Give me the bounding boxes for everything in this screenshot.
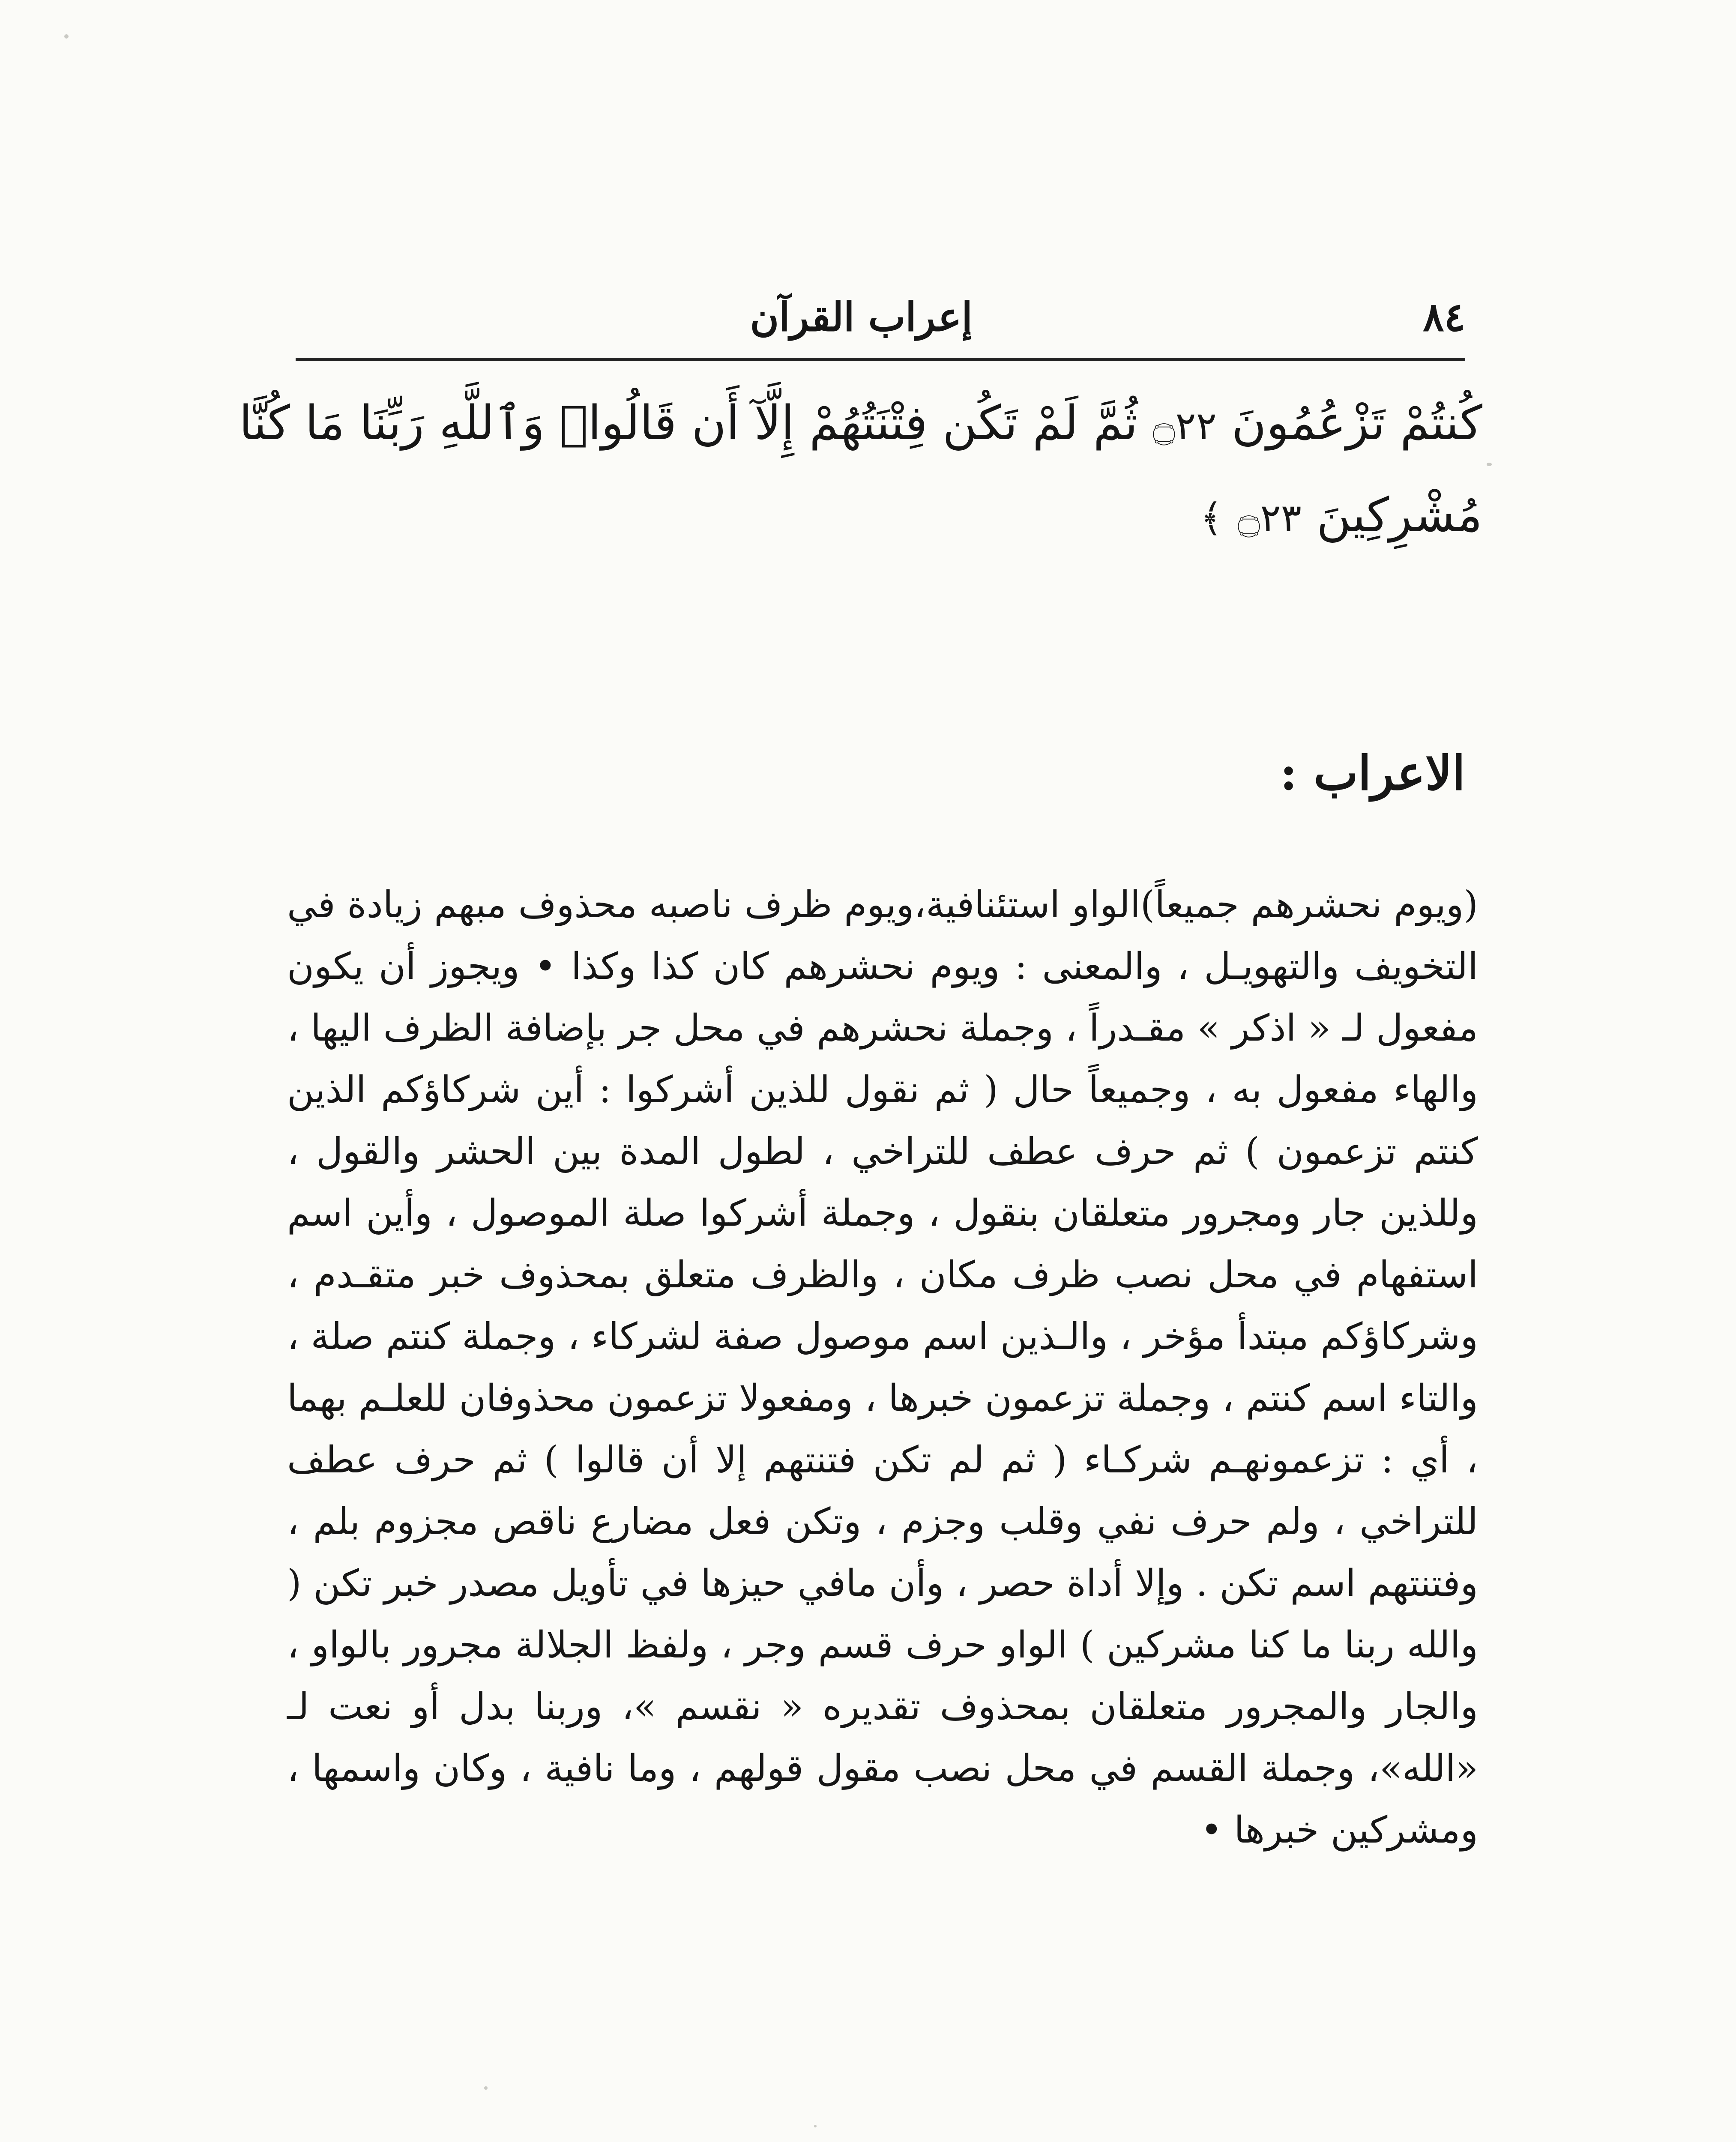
verse-line-2 xyxy=(274,469,1482,561)
verse-line-1 xyxy=(239,377,1482,469)
page-title: إعراب القرآن xyxy=(750,294,973,340)
verse-text: كُنتُمْ تَزْعُمُونَ xyxy=(1231,395,1482,450)
verse-text: مُشْرِكِينَ xyxy=(1316,487,1482,542)
verse-end-mark: ﴾ xyxy=(1200,495,1223,541)
header-rule xyxy=(296,358,1465,361)
analysis-paragraph: (ويوم نحشرهم جميعاً)الواو استئنافية،ويوم ظرف ناصبه محذوف مبهم زيادة في التخويف والتهويـل ، والمعنى : ويوم نحشرهم كان كذا وكذا • ويجوز أن يكون مفعول لـ « اذكر » مقـدراً ، وجملة نحشرهم في محل جر بإضافة الظرف اليها ، والهاء مفعول به ، وجميعاً حال ( ثم نقول للذين أشركوا : أين شركاؤكم الذين كنتم تزعمون ) ثم حرف عطف للتراخي ، لطول المدة بين الحشر والقول ، وللذين جار ومجرور متعلقان بنقول ، وجملة أشركوا صلة الموصول ، وأين اسم استفهام في محل نصب ظرف مكان ، والظرف متعلق بمحذوف خبر متقـدم ، وشركاؤكم مبتدأ مؤخر ، والـذين اسم موصول صفة لشركاء ، وجملة كنتم صلة ، والتاء اسم كنتم ، وجملة تزعمون خبرها ، ومفعولا تزعمون محذوفان للعلـم بهما ، أي : تزعمونهـم شركـاء ( ثم لم تكن فتنتهم إلا أن قالوا ) ثم حرف عطف للتراخي ، ولم حرف نفي وقلب وجزم ، وتكن فعل مضارع ناقص مجزوم بلم ، وفتنتهم اسم تكن . وإلا أداة حصر ، وأن مافي حيزها في تأويل مصدر خبر تكن ( والله ربنا ما كنا مشركين ) الواو حرف قسم وجر ، ولفظ الجلالة مجرور بالواو ، والجار والمجرور متعلقان بمحذوف تقديره « نقسم »، وربنا بدل أو نعت لـ «الله»، وجملة القسم في محل نصب مقول قولهم ، وما نافية ، وكان واسمها ، ومشركين خبرها • xyxy=(287,883,1478,1852)
running-header xyxy=(296,274,1465,360)
scan-speck xyxy=(484,2086,488,2090)
section-heading: الاعراب : xyxy=(1280,745,1465,801)
scan-speck xyxy=(64,34,69,39)
page-number: ٨٤ xyxy=(1423,294,1465,340)
verse-number-marker: ۝٢٣ xyxy=(1237,495,1302,541)
scan-speck xyxy=(814,2125,817,2127)
quran-verse-block xyxy=(239,377,1482,561)
verse-text: ثُمَّ لَمْ تَكُن فِتْنَتُهُمْ إِلَّآ أَن قَالُوا۟ وَٱللَّهِ رَبِّنَا مَا كُنَّا xyxy=(239,395,1138,450)
verse-number-marker: ۝٢٢ xyxy=(1152,404,1217,449)
scan-speck xyxy=(1487,463,1492,466)
